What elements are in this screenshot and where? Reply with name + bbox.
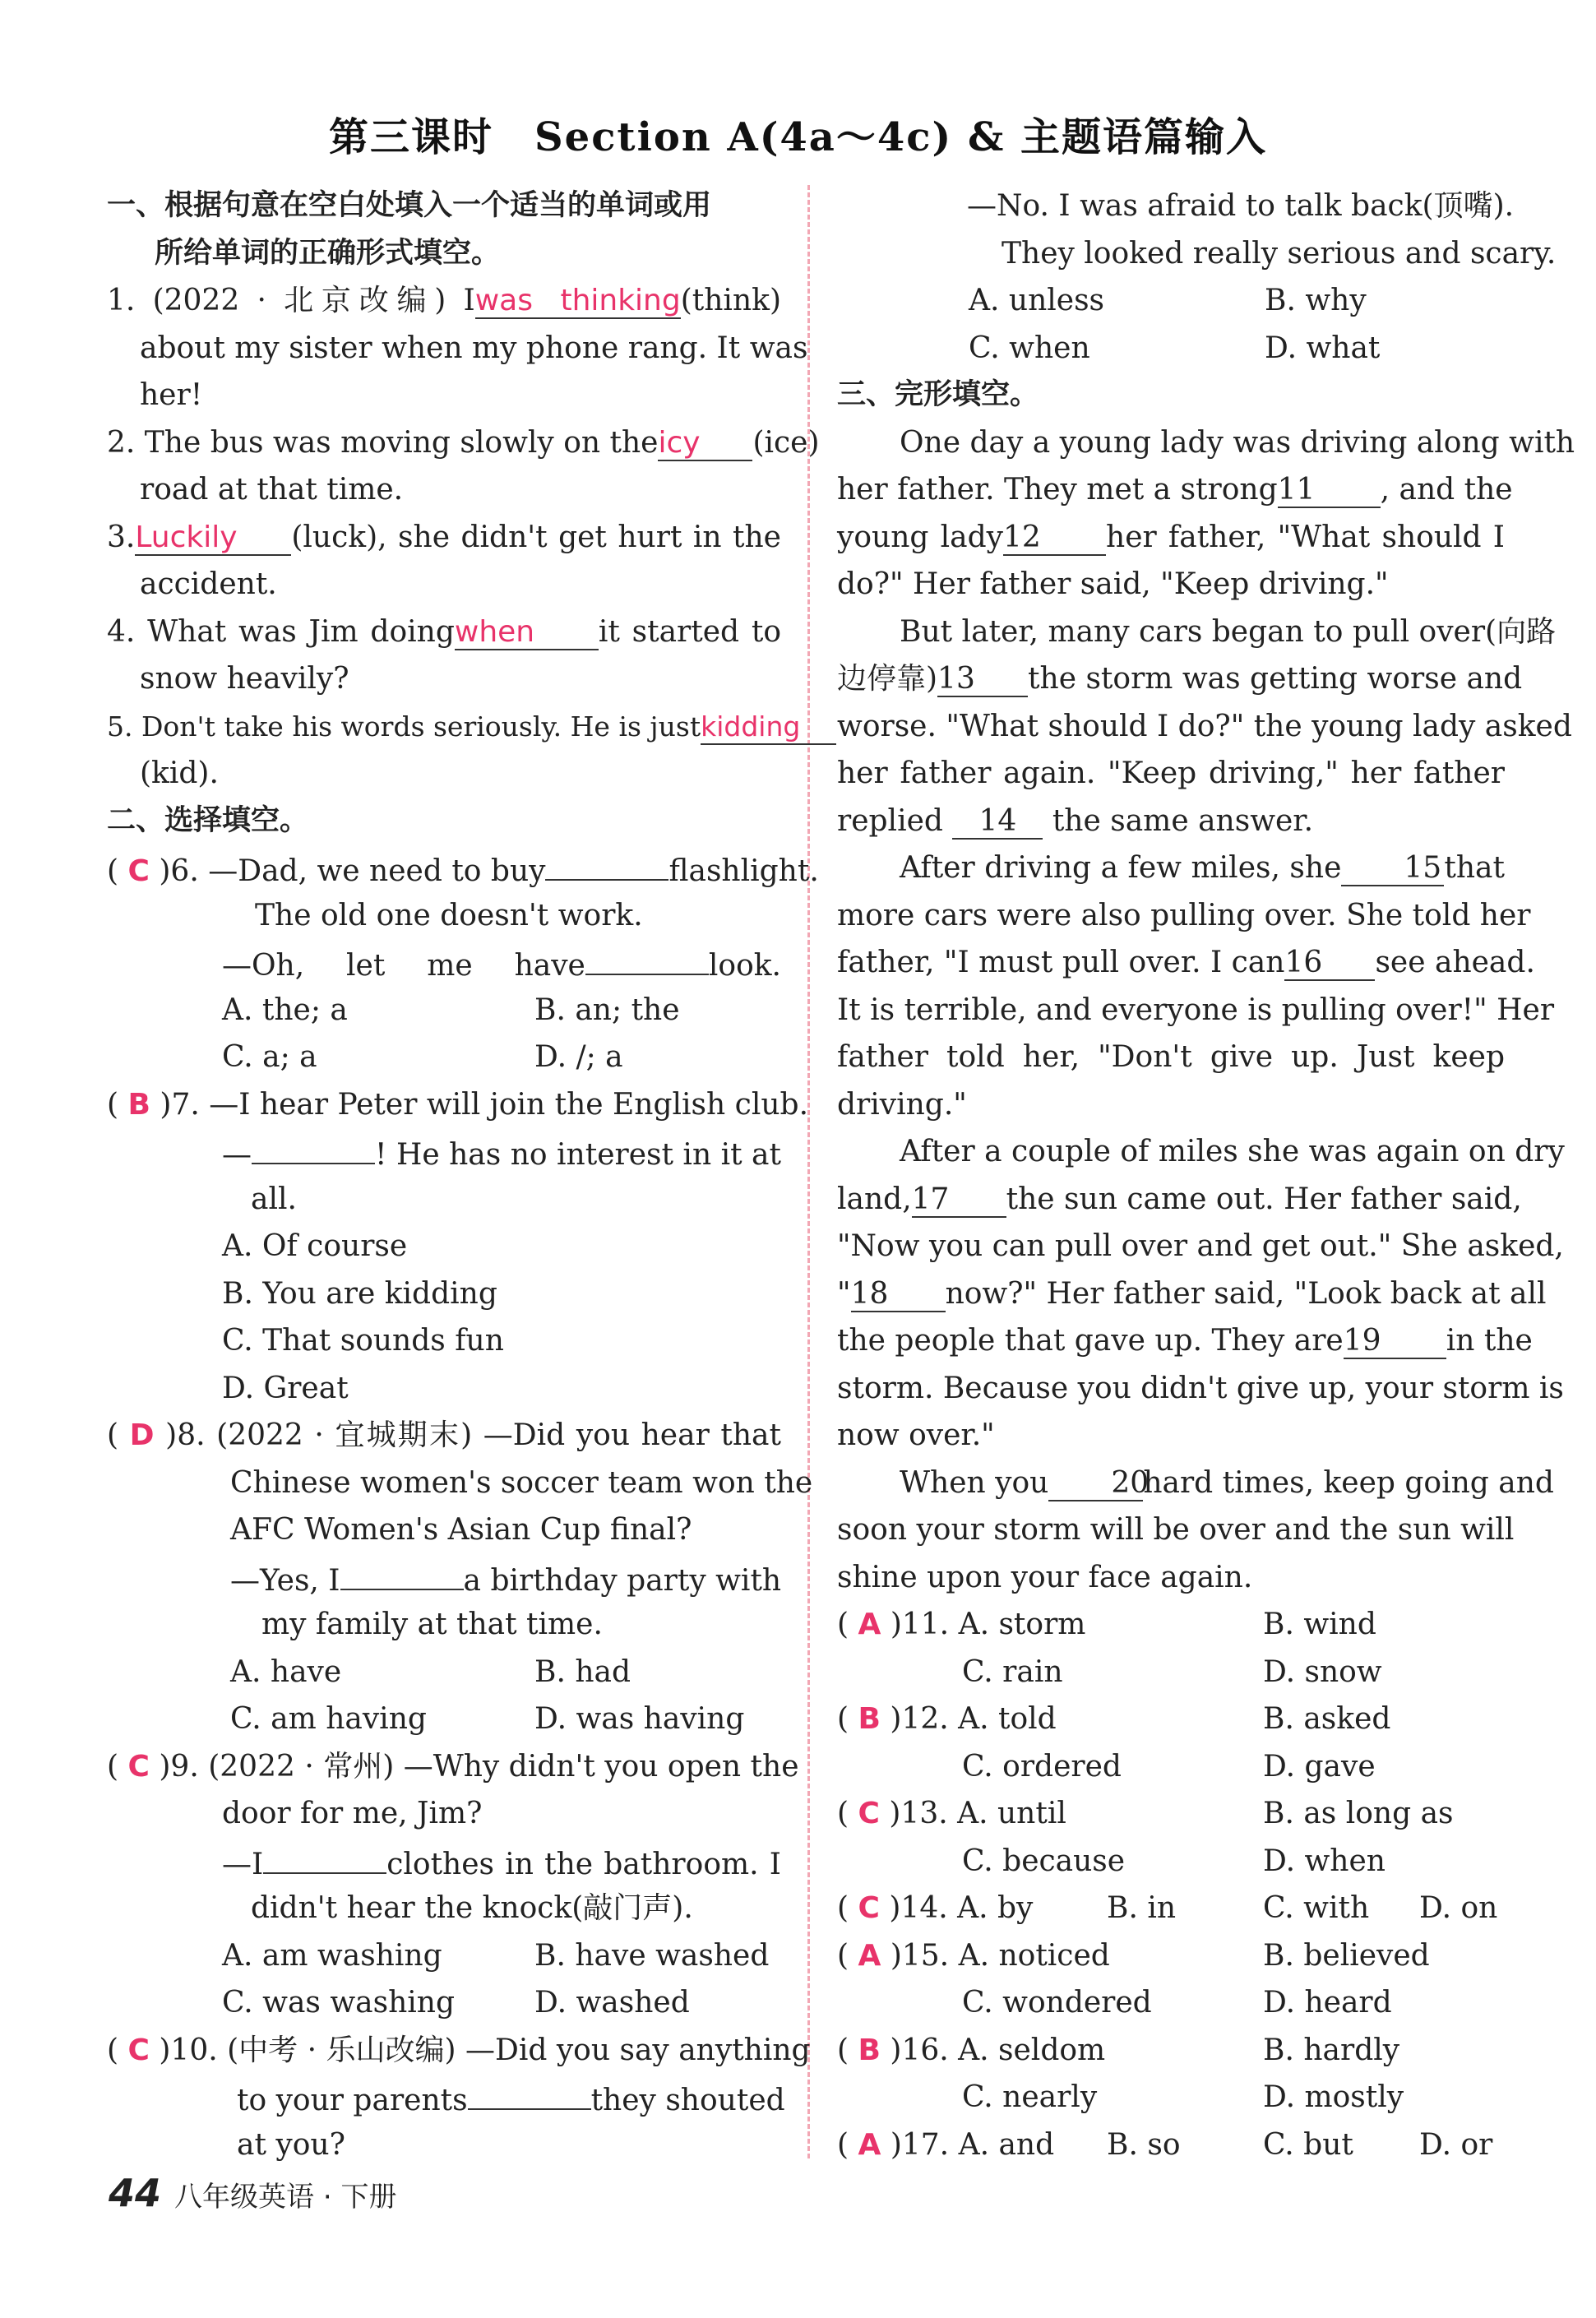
choice-15-option-c: C. wondered: [962, 1986, 1152, 2020]
q8-blank: [340, 1554, 464, 1590]
choice-15-answer: A: [858, 1938, 881, 1973]
choice-14-answer: C: [858, 1891, 880, 1925]
q9-line4: didn't hear the knock(敲门声).: [251, 1891, 693, 1925]
q6-option-a: A. the; a: [222, 992, 348, 1027]
q9-line2: door for me, Jim?: [222, 1797, 483, 1830]
q8-options-ab: [107, 1649, 781, 1696]
q10-blank: [468, 2074, 591, 2110]
p3-line5: father told her, "Don't give up. Just keep: [837, 1040, 1505, 1074]
q1-line2: about my sister when my phone rang. It was: [140, 331, 808, 365]
q9-option-b: B. have washed: [534, 1938, 770, 1973]
choice-11-answer: A: [858, 1608, 881, 1641]
choice-11-row1: ( A )11. A. storm B. wind: [837, 1601, 1505, 1649]
q10-line2: to your parents they shouted: [107, 2074, 781, 2121]
section1-heading: 一、根据句意在空白处填入一个适当的单词或用: [107, 189, 712, 222]
q8-option-d: D. was having: [534, 1702, 745, 1736]
q10-option-b: B. why: [1265, 284, 1367, 317]
q10-answer: C: [127, 2033, 150, 2067]
choice-13-row1: ( C )13. A. until B. as long as: [837, 1790, 1505, 1838]
choice-16-row2: [837, 2074, 1505, 2121]
q7-line1: ( B )7. —I hear Peter will join the English club.: [107, 1087, 809, 1122]
choice-17-option-b: B. so: [1107, 2127, 1181, 2162]
q9-line3: —I clothes in the bathroom. I: [107, 1838, 781, 1885]
choice-15-row2: [837, 1979, 1505, 2027]
q10-options-ab: [837, 277, 1505, 325]
section1-heading-cont: 所给单词的正确形式填空。: [155, 236, 501, 270]
p4-line1: After a couple of miles she was again on dry: [900, 1135, 1565, 1168]
q7-option-d: D. Great: [222, 1371, 349, 1405]
q9-options-ab: [107, 1932, 781, 1980]
q10-option-d: D. what: [1265, 331, 1381, 365]
q8-option-a: A. have: [230, 1654, 342, 1689]
q7-option-b: B. You are kidding: [222, 1276, 497, 1311]
choice-16-option-c: C. nearly: [962, 2080, 1098, 2114]
q6-answer: C: [127, 854, 150, 888]
q10-option-c: C. when: [969, 331, 1090, 365]
q10-option-a: A. unless: [969, 284, 1105, 317]
choice-12-answer: B: [858, 1702, 881, 1736]
choice-12-row1: ( B )12. A. told B. asked: [837, 1696, 1505, 1743]
choice-12-option-d: D. gave: [1263, 1749, 1376, 1784]
choice-12-option-c: C. ordered: [962, 1749, 1122, 1784]
p1-line3: young lady12 her father, "What should I: [837, 520, 1506, 554]
choice-15-option-b: B. believed: [1263, 1938, 1430, 1973]
blank-20: 20: [1048, 1465, 1143, 1501]
p5-line1: When you 20hard times, keep going and: [900, 1465, 1554, 1500]
choice-13-option-c: C. because: [962, 1844, 1126, 1878]
q7-line2: — ! He has no interest in it at: [107, 1128, 781, 1176]
choice-11-option-c: C. rain: [962, 1654, 1063, 1689]
page-title: 第三课时 Section A(4a～4c) & 主题语篇输入: [328, 114, 1267, 160]
q3-line2: accident.: [140, 567, 277, 601]
choice-11-option-d: D. snow: [1263, 1654, 1382, 1689]
q6-blank2: [585, 939, 709, 975]
q8-answer: D: [129, 1418, 155, 1452]
choice-14-option-b: B. in: [1107, 1891, 1177, 1925]
choice-12-row2: [837, 1743, 1505, 1791]
q8-option-b: B. had: [534, 1654, 631, 1689]
q9-blank: [263, 1838, 386, 1874]
p5-line3: shine upon your face again.: [837, 1560, 1253, 1594]
q2-line1: 2. The bus was moving slowly on theicy (ice): [107, 425, 820, 460]
q6-blank1: [545, 844, 668, 881]
choice-16-option-b: B. hardly: [1263, 2033, 1400, 2067]
q8-option-c: C. am having: [230, 1702, 427, 1736]
q6-option-c: C. a; a: [222, 1040, 317, 1074]
blank-18: 18: [851, 1276, 946, 1312]
q1-answer: was thinking: [474, 284, 681, 317]
choice-12-option-b: B. asked: [1263, 1702, 1391, 1736]
q10-reply-line1: —No. I was afraid to talk back(顶嘴).: [967, 189, 1515, 223]
q6-line2: The old one doesn't work.: [255, 898, 643, 932]
q6-option-b: B. an; the: [534, 992, 680, 1027]
choice-14-option-d: D. on: [1419, 1891, 1498, 1925]
q9-option-d: D. washed: [534, 1986, 690, 2020]
choice-14-row: ( C )14. A. by B. in C. with D. on: [837, 1885, 1505, 1932]
q2-line2: road at that time.: [140, 473, 404, 507]
q3-answer: Luckily: [135, 520, 291, 556]
q1-line1: 1. (2022 · 北京改编) Iwas thinking(think): [107, 284, 781, 317]
column-divider: [807, 185, 810, 2158]
q8-line4: —Yes, I a birthday party with: [107, 1554, 781, 1602]
q9-option-c: C. was washing: [222, 1986, 456, 2020]
q6-options-ab: [107, 987, 781, 1034]
p4-line2: land,17 the sun came out. Her father said,: [837, 1182, 1522, 1216]
page-footer: [109, 2171, 396, 2215]
q8-line2: Chinese women's soccer team won the: [230, 1465, 813, 1500]
p4-line7: now over.": [837, 1418, 995, 1452]
q6-option-d: D. /; a: [534, 1040, 623, 1074]
q3-line1: 3.Luckily (luck), she didn't get hurt in the: [107, 520, 781, 554]
q5-answer: kidding: [701, 709, 836, 745]
q7-option-a: A. Of course: [222, 1229, 408, 1263]
q7-line3: all.: [251, 1182, 297, 1216]
q4-line1: 4. What was Jim doingwhen it started to: [107, 614, 781, 649]
blank-12: 12: [1003, 520, 1106, 556]
choice-16-option-d: D. mostly: [1263, 2080, 1404, 2114]
choice-13-option-d: D. when: [1263, 1844, 1386, 1878]
choice-11-option-b: B. wind: [1263, 1608, 1376, 1641]
blank-15: 15: [1341, 850, 1444, 886]
q6-line1: ( C )6. —Dad, we need to buy flashlight.: [107, 844, 781, 892]
p4-line3: "Now you can pull over and get out." She asked,: [837, 1229, 1564, 1263]
left-column: [107, 183, 820, 2168]
q10-line1: ( C )10. (中考 · 乐山改编) —Did you say anything: [107, 2033, 811, 2067]
q5-line1: 5. Don't take his words seriously. He is justkidding: [107, 703, 781, 751]
p3-line2: more cars were also pulling over. She told her: [837, 898, 1531, 932]
q8-options-cd: [107, 1696, 781, 1743]
q7-blank: [252, 1128, 375, 1164]
q8-line3: AFC Women's Asian Cup final?: [230, 1513, 692, 1547]
q6-line3: —Oh, let me have look.: [107, 939, 781, 987]
p4-line6: storm. Because you didn't give up, your storm is: [837, 1371, 1564, 1405]
blank-11: 11: [1278, 472, 1381, 508]
q10-options-cd: [837, 325, 1505, 372]
choice-13-row2: [837, 1838, 1505, 1885]
p1-line4: do?" Her father said, "Keep driving.": [837, 567, 1389, 601]
blank-19: 19: [1344, 1323, 1446, 1359]
p5-line2: soon your storm will be over and the sun will: [837, 1513, 1515, 1547]
q6-options-cd: [107, 1034, 781, 1081]
q9-line1: ( C )9. (2022 · 常州) —Why didn't you open the: [107, 1749, 799, 1784]
p2-line4: her father again. "Keep driving," her father: [837, 756, 1505, 790]
p1-line1: One day a young lady was driving along with: [900, 425, 1575, 460]
p3-line4: It is terrible, and everyone is pulling over!" Her: [837, 992, 1555, 1027]
p1-line2: her father. They met a strong11 , and the: [837, 473, 1513, 507]
page-number: 44: [109, 2171, 162, 2215]
p2-line2: 边停靠)13 the storm was getting worse and: [837, 662, 1523, 696]
q10-reply-line2: They looked really serious and scary.: [1002, 236, 1557, 271]
choice-15-option-d: D. heard: [1263, 1986, 1392, 2020]
blank-14: 14: [952, 803, 1043, 840]
section3-heading: 三、完形填空。: [837, 378, 1039, 411]
choice-13-option-b: B. as long as: [1263, 1797, 1454, 1830]
q4-answer: when: [455, 614, 599, 650]
right-column: [837, 183, 1575, 2168]
q1-line3: her!: [140, 378, 203, 412]
p3-line3: father, "I must pull over. I can16 see ahead.: [837, 946, 1535, 979]
choice-17-option-d: D. or: [1419, 2127, 1493, 2162]
p3-line1: After driving a few miles, she 15that: [900, 851, 1505, 885]
q5-line2: (kid).: [140, 756, 219, 790]
q4-line2: snow heavily?: [140, 662, 349, 696]
q2-answer: icy: [658, 425, 752, 461]
q9-options-cd: [107, 1979, 781, 2027]
p2-line3: worse. "What should I do?" the young lady asked: [837, 709, 1572, 743]
q9-option-a: A. am washing: [222, 1938, 442, 1973]
q10-line3: at you?: [237, 2127, 345, 2162]
book-title: 八年级英语 · 下册: [174, 2181, 397, 2214]
choice-17-answer: A: [858, 2127, 881, 2162]
blank-16: 16: [1284, 945, 1375, 981]
p4-line4: "18 now?" Her father said, "Look back at all: [837, 1276, 1547, 1311]
p4-line5: the people that gave up. They are19 in the: [837, 1324, 1533, 1358]
blank-17: 17: [912, 1182, 1006, 1218]
choice-13-answer: C: [858, 1797, 880, 1830]
p2-line1: But later, many cars began to pull over(向路: [900, 614, 1557, 649]
blank-13: 13: [937, 661, 1028, 697]
q8-line1: ( D )8. (2022 · 宜城期末) —Did you hear that: [107, 1418, 781, 1452]
q7-answer: B: [127, 1087, 150, 1122]
q7-option-c: C. That sounds fun: [222, 1324, 504, 1358]
choice-16-answer: B: [858, 2033, 881, 2067]
choice-15-row1: ( A )15. A. noticed B. believed: [837, 1932, 1505, 1980]
section2-heading: 二、选择填空。: [107, 803, 309, 837]
q9-answer: C: [127, 1749, 150, 1784]
choice-16-row1: ( B )16. A. seldom B. hardly: [837, 2027, 1505, 2075]
choice-11-row2: [837, 1649, 1505, 1696]
p3-line6: driving.": [837, 1087, 967, 1122]
choice-17-option-c: C. but: [1263, 2127, 1353, 2162]
q8-line5: my family at that time.: [261, 1608, 603, 1641]
p2-line5: replied 14 the same answer.: [837, 803, 1314, 838]
choice-17-row: ( A )17. A. and B. so C. but D. or: [837, 2121, 1505, 2169]
choice-14-option-c: C. with: [1263, 1891, 1370, 1925]
